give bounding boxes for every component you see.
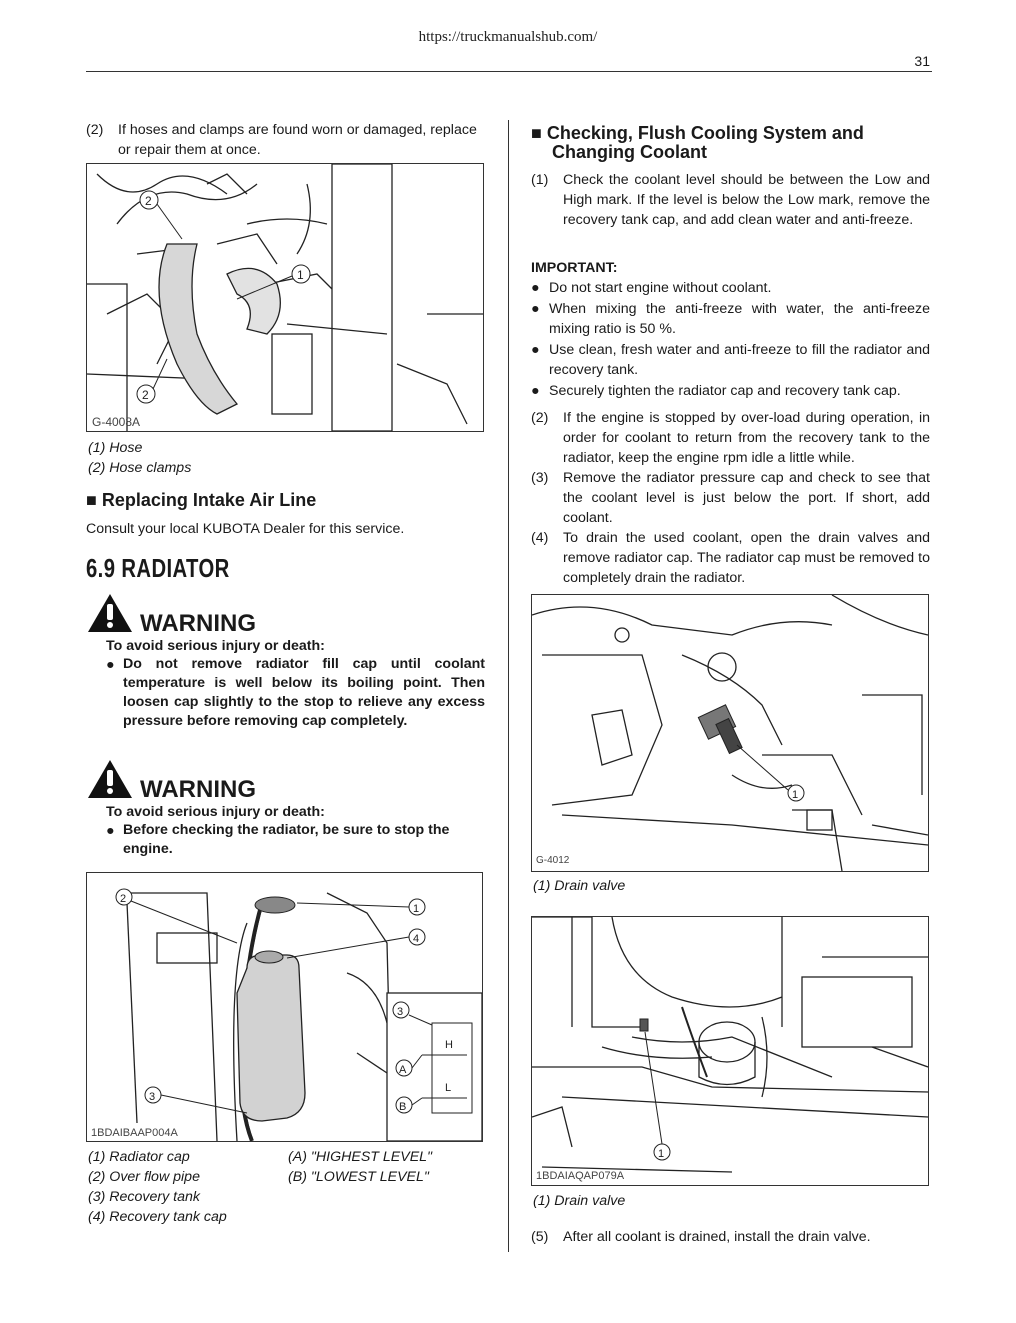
step-number: (3) <box>531 470 549 486</box>
drain-valve-illustration <box>532 595 928 871</box>
important-list <box>531 278 930 401</box>
figure-drain-valve-1 <box>531 594 929 872</box>
bullet-dot: ● <box>106 657 115 673</box>
callout-1: 1 <box>297 268 304 282</box>
step-text: Check the coolant level should be between the Low and High mark. If the level is below the Low mark, remove the recovery tank cap, and add clean water and anti-freeze. <box>563 172 930 228</box>
step-number: (4) <box>531 530 549 546</box>
callout-2-bottom: 2 <box>142 388 149 402</box>
figure-drain-valve-2 <box>531 916 929 1186</box>
bullet-dot: ● <box>106 823 115 839</box>
step-number: (2) <box>531 410 549 426</box>
radiator-illustration <box>87 873 482 1141</box>
caption-overflow-pipe: (2) Over flow pipe <box>88 1169 200 1185</box>
callout-2: 2 <box>120 893 127 905</box>
heading-line-2: Changing Coolant <box>552 142 707 162</box>
caption-hose-clamps: (2) Hose clamps <box>88 460 192 476</box>
step-4 <box>531 528 930 588</box>
caption-hose: (1) Hose <box>88 440 143 456</box>
figure-code: G-4012 <box>536 855 570 866</box>
column-divider <box>508 120 509 1252</box>
step-number: (1) <box>531 172 549 188</box>
figure-hose-clamps <box>86 163 484 432</box>
callout-1: 1 <box>658 1148 665 1160</box>
important-text: Do not start engine without coolant. <box>549 280 772 296</box>
hose-illustration <box>87 164 483 431</box>
callout-B: B <box>399 1101 407 1113</box>
page-number: 31 <box>914 53 930 69</box>
important-label: IMPORTANT: <box>531 260 618 276</box>
step-5 <box>531 1227 930 1247</box>
cooling-system-heading <box>531 124 931 162</box>
caption-lowest-level: (B) "LOWEST LEVEL" <box>288 1169 429 1185</box>
warning-bullet <box>106 821 485 859</box>
caption-radiator-cap: (1) Radiator cap <box>88 1149 190 1165</box>
caption-drain-valve: (1) Drain valve <box>533 878 626 894</box>
bullet-dot: ● <box>531 342 540 358</box>
figure-code: 1BDAIAQAP079A <box>536 1170 625 1182</box>
level-mark-H: H <box>445 1039 453 1051</box>
important-text: When mixing the anti-freeze with water, the anti-freeze mixing ratio is 50 %. <box>549 301 930 337</box>
warning-title: WARNING <box>140 610 256 637</box>
item-text: If hoses and clamps are found worn or damaged, replace or repair them at once. <box>118 122 477 158</box>
caption-drain-valve: (1) Drain valve <box>533 1193 626 1209</box>
important-text: Securely tighten the radiator cap and recovery tank cap. <box>549 383 901 399</box>
bullet-dot: ● <box>531 301 540 317</box>
warning-lead: To avoid serious injury or death: <box>106 804 325 820</box>
step-number: (5) <box>531 1229 549 1245</box>
important-text: Use clean, fresh water and anti-freeze to fill the radiator and recovery tank. <box>549 342 930 378</box>
step-text: Remove the radiator pressure cap and check to see that the coolant level is just below the port. If short, add coolant. <box>563 470 930 526</box>
step-1 <box>531 170 930 230</box>
item-number: (2) <box>86 122 104 138</box>
callout-4: 4 <box>413 933 420 945</box>
figure-code: G-4008A <box>92 415 141 429</box>
callout-2-top: 2 <box>145 194 152 208</box>
callout-A: A <box>399 1064 407 1076</box>
bullet-dot: ● <box>531 383 540 399</box>
step-text: After all coolant is drained, install the drain valve. <box>563 1229 871 1245</box>
callout-3-inset: 3 <box>397 1006 404 1018</box>
callout-1: 1 <box>413 903 420 915</box>
warning-text: Before checking the radiator, be sure to stop the engine. <box>123 822 450 857</box>
steps-2-4 <box>531 408 930 588</box>
hose-replace-item <box>86 120 488 160</box>
warning-triangle-icon <box>86 592 134 634</box>
drain-valve-illustration <box>532 917 928 1185</box>
warning-bullet <box>106 655 485 731</box>
figure-code: 1BDAIBAAP004A <box>91 1127 178 1139</box>
callout-1: 1 <box>792 789 799 801</box>
section-title-radiator: 6.9 RADIATOR <box>86 553 230 583</box>
step-text: To drain the used coolant, open the drain valves and remove radiator cap. The radiator cap must be removed to completely drain the radiator. <box>563 530 930 586</box>
header-rule <box>86 71 932 72</box>
warning-triangle-icon <box>86 758 134 800</box>
warning-text: Do not remove radiator fill cap until coolant temperature is well below its boiling point. Then loosen cap slightly to the stop to relieve any excess pressure before removing cap completely. <box>123 656 485 729</box>
warning-title: WARNING <box>140 776 256 803</box>
step-text: If the engine is stopped by over-load during operation, in order for coolant to return from the recovery tank to the radiator, keep the engine rpm idle a little while. <box>563 410 930 466</box>
heading-line-1: ■ Checking, Flush Cooling System and <box>531 123 864 143</box>
step-3 <box>531 468 930 528</box>
figure-radiator-recovery-tank <box>86 872 483 1142</box>
callout-3: 3 <box>149 1091 156 1103</box>
level-mark-L: L <box>445 1082 452 1094</box>
caption-recovery-tank: (3) Recovery tank <box>88 1189 200 1205</box>
caption-recovery-tank-cap: (4) Recovery tank cap <box>88 1209 227 1225</box>
important-item <box>531 381 930 401</box>
source-url: https://truckmanualshub.com/ <box>418 29 598 45</box>
intake-air-text: Consult your local KUBOTA Dealer for this service. <box>86 521 405 537</box>
bullet-dot: ● <box>531 280 540 296</box>
important-item <box>531 278 930 298</box>
important-item <box>531 340 930 380</box>
caption-highest-level: (A) "HIGHEST LEVEL" <box>288 1149 433 1165</box>
warning-lead: To avoid serious injury or death: <box>106 638 325 654</box>
important-item <box>531 299 930 339</box>
intake-air-heading: ■ Replacing Intake Air Line <box>86 490 317 510</box>
step-2 <box>531 408 930 468</box>
